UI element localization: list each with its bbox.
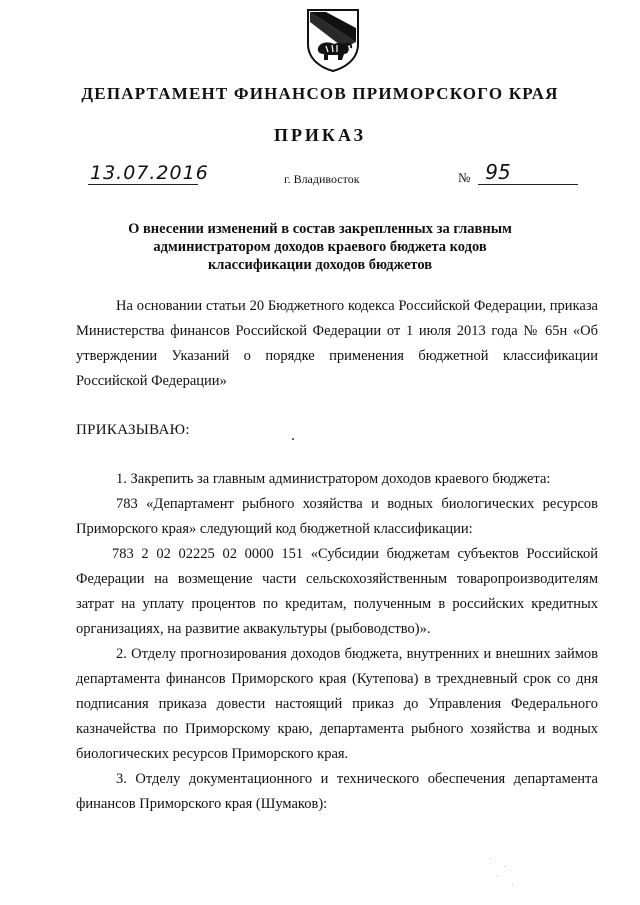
scan-speck (512, 884, 513, 885)
scan-speck (504, 866, 505, 867)
item-1-administrator: 783 «Департамент рыбного хозяйства и водных биологических ресурсов Приморского края» следующий код бюджетной классификации: (76, 496, 598, 537)
department-title: ДЕПАРТАМЕНТ ФИНАНСОВ ПРИМОРСКОГО КРАЯ (81, 84, 559, 103)
document-date: 13.07.2016 (90, 162, 209, 184)
item-3: 3. Отделу документационного и технического обеспечения департамента финансов Приморского края (Шумаков): (76, 771, 598, 812)
document-subject: О внесении изменений в состав закрепленных за главным администратором доходов краевого бюджета кодов классификации доходов бюджетов (128, 221, 512, 273)
coat-of-arms-icon (304, 8, 362, 72)
document-body (76, 294, 598, 817)
number-underline (478, 184, 578, 185)
basis-paragraph: На основании статьи 20 Бюджетного кодекса Российской Федерации, приказа Министерства финансов Российской Федерации от 1 июля 2013 года № 65н «Об утверждении Указаний о порядке применения бюджетной классификации Российской Федерации» (76, 298, 598, 389)
date-underline (88, 184, 198, 185)
scan-dot (292, 438, 294, 440)
document-number: 95 (485, 160, 511, 184)
document-city: г. Владивосток (284, 172, 360, 186)
scan-speck (497, 876, 498, 877)
item-2: 2. Отделу прогнозирования доходов бюджета, внутренних и внешних займов департамента финансов Приморского края (Кутепова) в трехдневный срок со дня подписания приказа довести настоящий приказ до Управления Федерального казначейства по Приморскому краю, департамента рыбного хозяйства и водных биологических ресурсов Приморского края. (76, 646, 598, 762)
item-1-budget-code: 783 2 02 02225 02 0000 151 «Субсидии бюджетам субъектов Российской Федерации на возмещение части сельскохозяйственным товаропроизводителям затрат на уплату процентов по кредитам, полученным в российских кредитных организациях, на развитие аквакультуры (рыбоводство)». (76, 546, 598, 637)
item-1: 1. Закрепить за главным администратором доходов краевого бюджета: (116, 471, 551, 487)
document-type-title: ПРИКАЗ (273, 125, 367, 145)
scan-speck (490, 858, 491, 859)
order-word: ПРИКАЗЫВАЮ: (76, 422, 190, 438)
number-sign: № (458, 170, 471, 185)
